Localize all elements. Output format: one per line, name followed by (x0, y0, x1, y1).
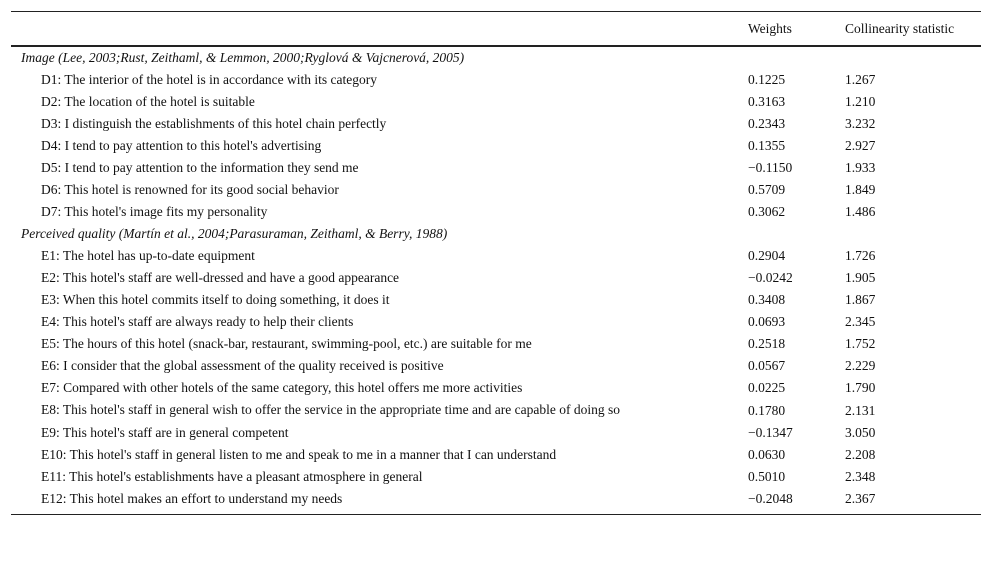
item-weight: 0.0630 (748, 447, 786, 462)
table-row (11, 399, 981, 422)
table-row (11, 201, 981, 223)
item-collinearity: 2.131 (845, 403, 876, 418)
item-label: E1: The hotel has up-to-date equipment (41, 248, 255, 263)
table-row (11, 267, 981, 289)
item-collinearity: 2.229 (845, 358, 876, 373)
table-row (11, 377, 981, 399)
item-collinearity: 1.486 (845, 204, 876, 219)
weights-table (11, 11, 981, 515)
item-weight: 0.5010 (748, 469, 786, 484)
item-collinearity: 1.726 (845, 248, 876, 263)
item-weight: 0.1355 (748, 138, 786, 153)
item-weight: 0.2904 (748, 248, 786, 263)
item-weight: 0.0567 (748, 358, 786, 373)
table-row (11, 245, 981, 267)
item-label: D4: I tend to pay attention to this hotel's advertising (41, 138, 322, 153)
group-title: Perceived quality (Martín et al., 2004;Parasuraman, Zeithaml, & Berry, 1988) (21, 226, 448, 241)
item-label: D2: The location of the hotel is suitable (41, 94, 255, 109)
table-row (11, 311, 981, 333)
item-label: D5: I tend to pay attention to the information they send me (41, 160, 359, 175)
table-row (11, 157, 981, 179)
item-weight: 0.3163 (748, 94, 786, 109)
item-weight: 0.2343 (748, 116, 786, 131)
item-collinearity: 1.210 (845, 94, 876, 109)
item-weight: 0.0693 (748, 314, 786, 329)
table-row (11, 135, 981, 157)
item-label: E9: This hotel's staff are in general competent (41, 425, 289, 440)
item-collinearity: 2.345 (845, 314, 876, 329)
table-row (11, 69, 981, 91)
item-collinearity: 1.790 (845, 380, 876, 395)
item-weight: 0.1780 (748, 403, 786, 418)
item-label: E7: Compared with other hotels of the same category, this hotel offers me more activities (41, 380, 523, 395)
group-title: Image (Lee, 2003;Rust, Zeithaml, & Lemmon, 2000;Ryglová & Vajcnerová, 2005) (21, 50, 465, 65)
header-collinearity: Collinearity statistic (845, 12, 981, 47)
item-weight: 0.1225 (748, 72, 786, 87)
table-body (11, 46, 981, 515)
item-collinearity: 1.849 (845, 182, 876, 197)
item-label: E4: This hotel's staff are always ready to help their clients (41, 314, 354, 329)
item-collinearity: 1.267 (845, 72, 876, 87)
item-collinearity: 1.933 (845, 160, 876, 175)
item-collinearity: 1.905 (845, 270, 876, 285)
table-row (11, 355, 981, 377)
item-weight: 0.3408 (748, 292, 786, 307)
table-row (11, 179, 981, 201)
item-weight: −0.1150 (748, 160, 793, 175)
item-label: E3: When this hotel commits itself to doing something, it does it (41, 292, 390, 307)
item-weight: 0.3062 (748, 204, 786, 219)
item-collinearity: 3.232 (845, 116, 876, 131)
item-label: E8: This hotel's staff in general wish to offer the service in the appropriate time and are capable of doing so (41, 402, 621, 417)
item-label: E10: This hotel's staff in general listen to me and speak to me in a manner that I can understand (41, 447, 557, 462)
item-label: E11: This hotel's establishments have a pleasant atmosphere in general (41, 469, 423, 484)
group-row-perceived-quality (11, 223, 981, 245)
item-weight: −0.2048 (748, 488, 845, 515)
item-collinearity: 2.927 (845, 138, 876, 153)
item-label: D7: This hotel's image fits my personality (41, 204, 268, 219)
table-header-row (11, 12, 981, 47)
table-row (11, 289, 981, 311)
item-collinearity: 1.867 (845, 292, 876, 307)
table-row (11, 113, 981, 135)
item-label: E6: I consider that the global assessment of the quality received is positive (41, 358, 444, 373)
item-label: D1: The interior of the hotel is in accordance with its category (41, 72, 378, 87)
item-weight: 0.2518 (748, 336, 786, 351)
table-row (11, 466, 981, 488)
item-collinearity: 2.367 (845, 488, 981, 515)
header-weights: Weights (748, 12, 845, 47)
item-label: E2: This hotel's staff are well-dressed and have a good appearance (41, 270, 400, 285)
table-row (11, 333, 981, 355)
item-weight: −0.0242 (748, 270, 793, 285)
group-row-image (11, 46, 981, 69)
header-label (11, 12, 748, 47)
item-weight: 0.0225 (748, 380, 786, 395)
table-row (11, 91, 981, 113)
item-weight: 0.5709 (748, 182, 786, 197)
table-row (11, 488, 981, 515)
weights-table-container (11, 11, 981, 515)
item-collinearity: 2.348 (845, 469, 876, 484)
item-collinearity: 2.208 (845, 447, 876, 462)
table-row (11, 422, 981, 444)
item-collinearity: 3.050 (845, 425, 876, 440)
item-label: E5: The hours of this hotel (snack-bar, restaurant, swimming-pool, etc.) are suitable for me (41, 336, 532, 351)
item-weight: −0.1347 (748, 425, 793, 440)
item-label: D6: This hotel is renowned for its good social behavior (41, 182, 339, 197)
table-row (11, 444, 981, 466)
item-collinearity: 1.752 (845, 336, 876, 351)
item-label: E12: This hotel makes an effort to understand my needs (11, 488, 748, 515)
item-label: D3: I distinguish the establishments of this hotel chain perfectly (41, 116, 387, 131)
